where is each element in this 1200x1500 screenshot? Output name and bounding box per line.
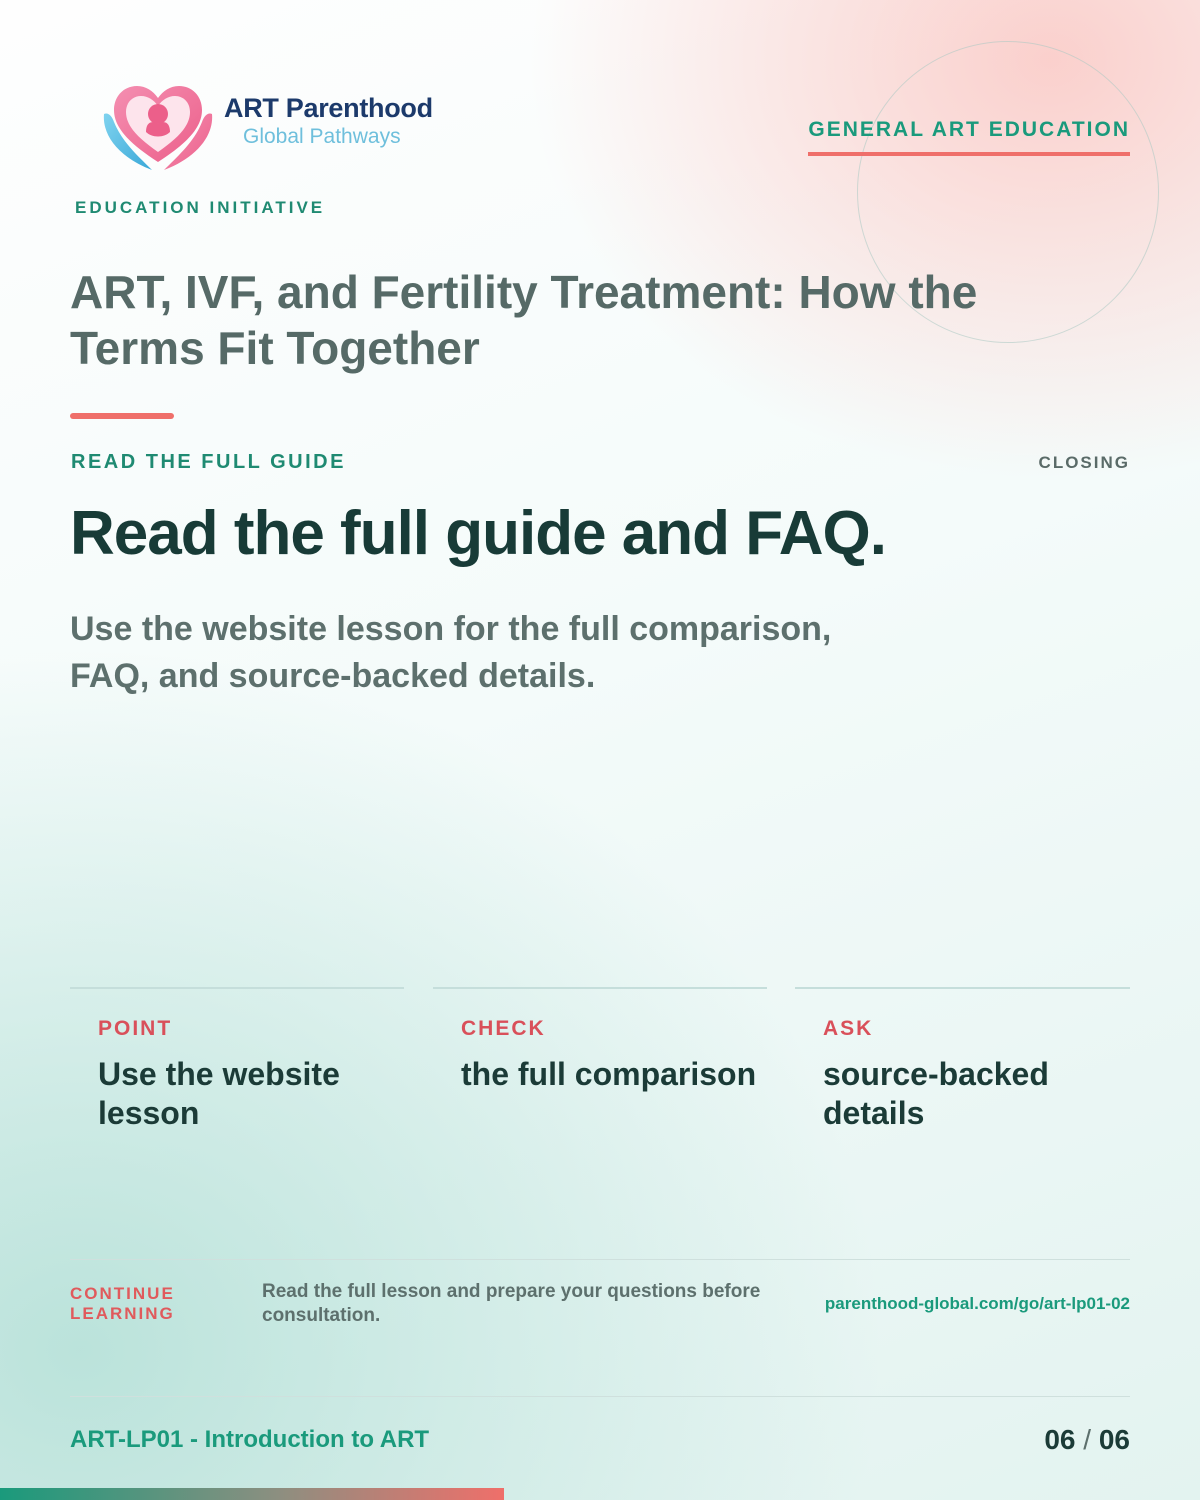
lesson-link[interactable]: parenthood-global.com/go/art-lp01-02 (824, 1294, 1130, 1313)
page-separator: / (1083, 1424, 1092, 1455)
page-total: 06 (1098, 1424, 1130, 1455)
card-check (433, 987, 767, 1092)
card-text: the full comparison (461, 1056, 757, 1092)
initiative-label: EDUCATION INITIATIVE (75, 198, 326, 217)
accent-divider (70, 413, 174, 419)
divider (70, 1396, 1130, 1397)
divider (70, 1259, 1130, 1260)
section-label: READ THE FULL GUIDE (71, 451, 346, 473)
page-current: 06 (1044, 1424, 1076, 1455)
continue-learning-label: CONTINUE LEARNING (70, 1284, 175, 1323)
brand-name: ART Parenthood (224, 93, 433, 123)
card-ask (795, 987, 1130, 1131)
card-text: Use the website lesson (98, 1056, 340, 1131)
topic-tag: GENERAL ART EDUCATION (808, 118, 1130, 156)
section-description: Use the website lesson for the full comparison, FAQ, and source-backed details. (70, 610, 832, 695)
page-headline: Read the full guide and FAQ. (70, 499, 886, 568)
course-label: ART-LP01 - Introduction to ART (70, 1426, 430, 1453)
lesson-title: ART, IVF, and Fertility Treatment: How the Terms Fit Together (70, 266, 978, 374)
card-label: ASK (823, 1017, 874, 1040)
stage-label: CLOSING (1038, 453, 1130, 472)
card-point (70, 987, 404, 1131)
page-counter (1044, 1424, 1130, 1456)
heart-hands-baby-icon (100, 74, 216, 174)
card-text: source-backed details (823, 1056, 1049, 1131)
card-label: POINT (98, 1017, 173, 1040)
card-label: CHECK (461, 1017, 546, 1040)
brand-subtitle: Global Pathways (243, 125, 401, 148)
progress-bar (0, 1488, 504, 1500)
continue-learning-text: Read the full lesson and prepare your questions before consultation. (262, 1281, 761, 1326)
